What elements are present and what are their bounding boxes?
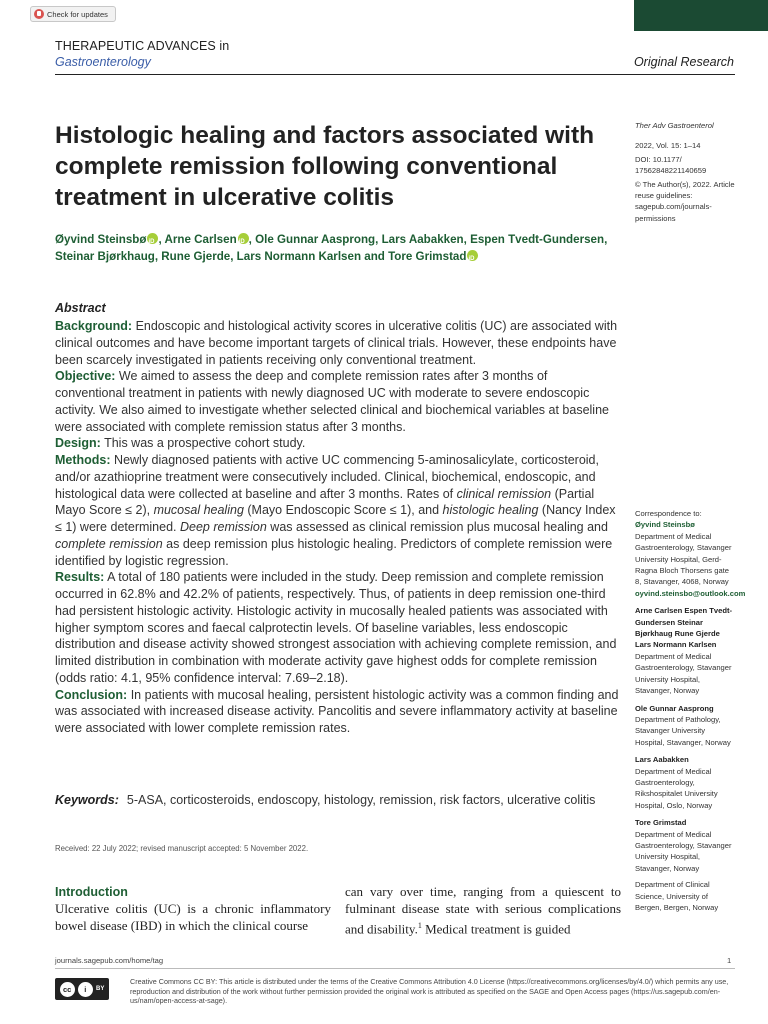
term: clinical remission (456, 486, 552, 501)
term: histologic healing (442, 503, 539, 518)
author-name: Øyvind Steinsbø (55, 233, 147, 246)
introduction-column-1: Ulcerative colitis (UC) is a chronic inflammatory bowel disease (IBD) in which the clinical course (55, 901, 331, 933)
cc-by-icon: i (78, 982, 93, 997)
abstract-design (55, 435, 621, 452)
author-names: , Ole Gunnar Aasprong, Lars Aabakken, Espen Tvedt-Gundersen, Steinar Bjørkhaug, Rune Gjerde, Lars Normann Karlsen and Tore Grimstad (55, 233, 608, 263)
reference-link[interactable]: 1 (417, 920, 422, 930)
abstract-objective (55, 368, 621, 435)
affiliation-text: Department of Pathology, Stavanger University Hospital, Stavanger, Norway (635, 714, 731, 747)
keywords (55, 792, 621, 809)
abstract-background (55, 318, 621, 368)
journal-subject: Gastroenterology (55, 55, 151, 69)
section-label: Objective: (55, 369, 116, 384)
orcid-icon[interactable] (467, 250, 478, 261)
journal-url[interactable]: journals.sagepub.com/home/tag (55, 956, 164, 965)
received-dates: Received: 22 July 2022; revised manuscript accepted: 5 November 2022. (55, 844, 309, 853)
correspondence (635, 508, 746, 913)
section-text: (Nancy Index ≤ 1) were determined. (55, 503, 616, 534)
section-text: We aimed to assess the deep and complete remission rates after 3 months of conventional treatment in patients with newly diagnosed UC with moderate to severe endoscopic activity. We also aimed to investigate whether selected clinical and biochemical variables at baseline were associated with complete remission status after 3 months. (55, 369, 609, 434)
check-for-updates-button[interactable] (30, 6, 116, 22)
body-text: Medical treatment is guided (421, 920, 571, 936)
term: complete remission (55, 536, 163, 551)
body-text: can vary over time, ranging from a quiescent to fulminant disease state with serious complications and disability. (345, 884, 621, 936)
article-type: Original Research (633, 55, 734, 69)
introduction-column-2 (345, 884, 621, 938)
correspondence-email[interactable]: oyvind.steinsbo@outlook.com (635, 588, 746, 598)
footer-divider (55, 968, 735, 969)
volume-info: 2022, Vol. 15: 1–14 (635, 141, 701, 151)
orcid-icon[interactable] (147, 233, 158, 244)
doi[interactable]: DOI: 10.1177/ 17562848221140659 (635, 154, 707, 176)
author-list (55, 232, 615, 265)
keywords-label: Keywords: (55, 793, 119, 807)
section-text: (Mayo Endoscopic Score ≤ 1), and (243, 503, 443, 518)
crossmark-icon (34, 9, 44, 19)
abstract-methods (55, 452, 621, 569)
cc-by-label: BY (96, 986, 105, 992)
page-number: 1 (727, 956, 732, 965)
section-label: Design: (55, 436, 101, 451)
copyright: © The Author(s), 2022. Article reuse guidelines: sagepub.com/journals-permissions (635, 179, 735, 223)
affiliation-text: Department of Medical Gastroenterology, Stavanger University Hospital, Stavanger, Norway (635, 829, 732, 873)
affiliation-text: Department of Medical Gastroenterology, Rikshospitalet University Hospital, Oslo, Norway (635, 766, 718, 810)
abstract-body (55, 318, 621, 737)
journal-abbrev: Ther Adv Gastroenterol (635, 121, 714, 130)
correspondence-name: Øyvind Steinsbø (635, 520, 695, 530)
affiliation-name: Ole Gunnar Aasprong (635, 703, 714, 713)
author-name: , Arne Carlsen (158, 233, 237, 246)
correspondence-label: Correspondence to: (635, 509, 702, 518)
affiliation-names: Arne Carlsen Espen Tvedt-Gundersen Steinar Bjørkhaug Rune Gjerde Lars Normann Karlsen (635, 606, 733, 650)
section-text: Endoscopic and histological activity scores in ulcerative colitis (UC) are associated with clinical outcomes and have become important targets of clinical trials. However, these endpoints have been scarcely investigated in patients receiving only conventional treatment. (55, 319, 618, 367)
journal-name: THERAPEUTIC ADVANCES in (55, 39, 230, 53)
article-meta (635, 120, 735, 224)
section-label: Results: (55, 570, 105, 585)
section-text: A total of 180 patients were included in the study. Deep remission and complete remission occurred in 62.8% and 42.2% of patients, respectively. Thus, of patients in deep remission one-third had persistent histologic activity. Histologic activity in mucosally healed patients was associated with higher symptom scores and faecal calprotectin levels. Of baseline variables, less endoscopic distribution and disease activity showed strongest association with achieving complete remission, and limited distribution in combination with moderate activity gave highest odds for complete remission (odds ratio: 4.1, 95% confidence interval: 7.69–2.18). (55, 570, 617, 685)
correspondence-affiliation: Department of Medical Gastroenterology, Stavanger University Hospital, Gerd-Ragna Bloch Thorsens gate 8, Stavanger, 4068, Norway (635, 531, 732, 587)
abstract-results (55, 569, 621, 686)
section-label: Methods: (55, 453, 111, 467)
affiliation-text: Department of Clinical Science, University of Bergen, Bergen, Norway (635, 880, 719, 912)
affiliation-text: Department of Medical Gastroenterology, Stavanger University Hospital, Stavanger, Norway (635, 651, 732, 696)
section-text: This was a prospective cohort study. (100, 436, 306, 451)
orcid-icon[interactable] (238, 233, 249, 244)
journal-color-bar (634, 0, 768, 31)
section-text: as deep remission plus histologic healing. Predictors of complete remission were identified by logistic regression. (55, 536, 613, 568)
article-title: Histologic healing and factors associated with complete remission following conventional treatment in ulcerative colitis (55, 122, 595, 211)
keywords-text: 5-ASA, corticosteroids, endoscopy, histology, remission, risk factors, ulcerative colitis (126, 793, 596, 807)
license-text: Creative Commons CC BY: This article is distributed under the terms of the Creative Commons Attribution 4.0 License (https://creativecommons.org/licenses/by/4.0/) which permits any use, reproduction and distribution of the work without further permission provided the original work is attributed as specified on the SAGE and Open Access pages (https://us.sagepub.com/en-us/nam/open-access-at-sage). (130, 977, 729, 1006)
check-for-updates-label: Check for updates (47, 9, 108, 19)
abstract-heading: Abstract (55, 301, 106, 315)
affiliation-name: Lars Aabakken (635, 755, 689, 765)
cc-icon: cc (60, 982, 75, 997)
section-text: (Partial Mayo Score ≤ 2), (55, 486, 595, 518)
creative-commons-badge[interactable] (55, 978, 109, 1000)
affiliation-name: Tore Grimstad (635, 818, 687, 828)
section-label: Background: (55, 319, 133, 333)
section-text: In patients with mucosal healing, persistent histologic activity was a common finding and was associated with increased disease activity. Pancolitis and severe inflammatory activity at baseline were associated with lower complete remission rates. (55, 687, 619, 735)
abstract-conclusion (55, 687, 621, 737)
section-label: Conclusion: (55, 687, 128, 702)
term: Deep remission (179, 520, 267, 534)
section-text: was assessed as clinical remission plus mucosal healing and (266, 520, 608, 534)
term: mucosal healing (153, 503, 244, 518)
section-text: Newly diagnosed patients with active UC commencing 5-aminosalicylate, corticosteroid, and/or azathioprine treatment were consecutively included. Clinical, biochemical, endoscopic, and histological data were collected at baseline and after 3 months. Rates of (55, 453, 599, 501)
introduction-heading: Introduction (55, 885, 128, 899)
header-divider (55, 74, 735, 75)
